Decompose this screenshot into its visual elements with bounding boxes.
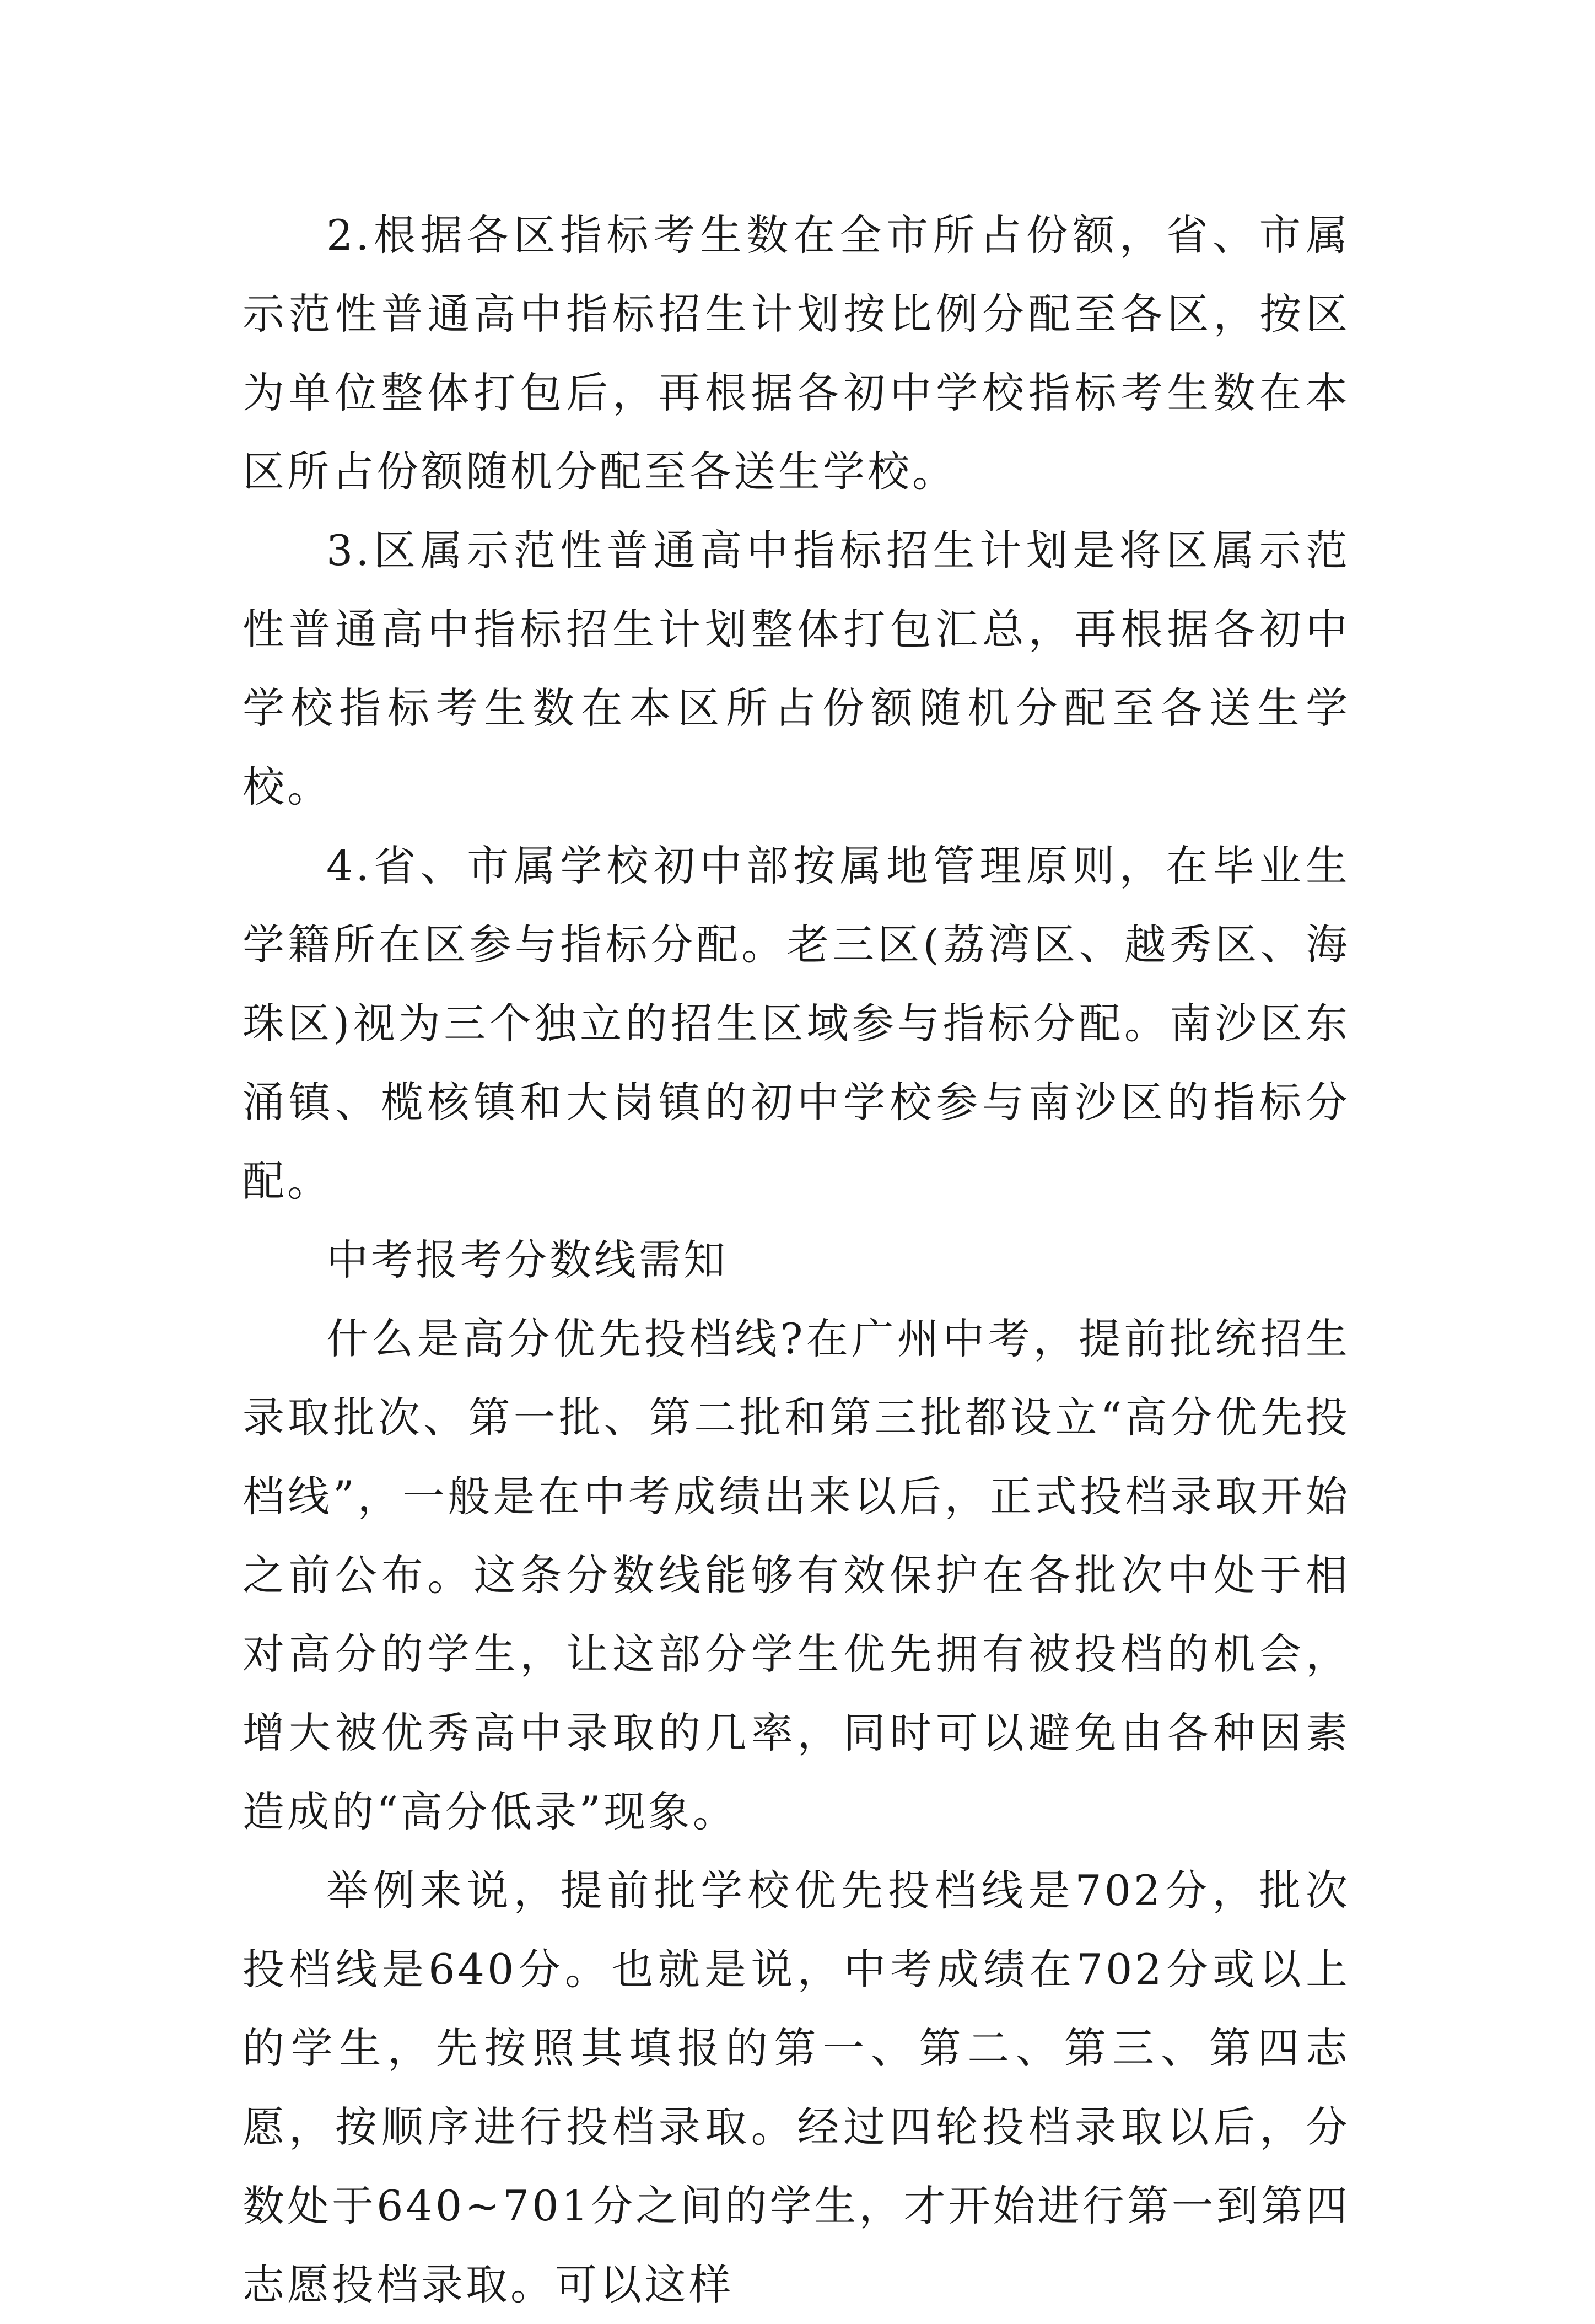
paragraph-2: 3.区属示范性普通高中指标招生计划是将区属示范性普通高中指标招生计划整体打包汇总，再根据各初中学校指标考生数在本区所占份额随机分配至各送生学校。 bbox=[243, 526, 1350, 811]
paragraph-1: 2.根据各区指标考生数在全市所占份额，省、市属示范性普通高中指标招生计划按比例分配至各区，按区为单位整体打包后，再根据各初中学校指标考生数在本区所占份额随机分配至各送生学校。 bbox=[243, 211, 1350, 496]
paragraph-5: 举例来说，提前批学校优先投档线是702分，批次投档线是640分。也就是说，中考成绩在702分或以上的学生，先按照其填报的第一、第二、第三、第四志愿，按顺序进行投档录取。经过四轮投档录取以后，分数处于640~701分之间的学生，才开始进行第一到第四志愿投档录取。可以这样 bbox=[243, 1866, 1350, 2309]
paragraph-3: 4.省、市属学校初中部按属地管理原则，在毕业生学籍所在区参与指标分配。老三区(荔湾区、越秀区、海珠区)视为三个独立的招生区域参与指标分配。南沙区东涌镇、榄核镇和大岗镇的初中学校参与南沙区的指标分配。 bbox=[243, 841, 1350, 1206]
paragraph-4: 什么是高分优先投档线?在广州中考，提前批统招生录取批次、第一批、第二批和第三批都设立“高分优先投档线”，一般是在中考成绩出来以后，正式投档录取开始之前公布。这条分数线能够有效保护在各批次中处于相对高分的学生，让这部分学生优先拥有被投档的机会，增大被优秀高中录取的几率，同时可以避免由各种因素造成的“高分低录”现象。 bbox=[243, 1314, 1350, 1836]
document-body bbox=[243, 196, 1350, 2324]
section-heading: 中考报考分数线需知 bbox=[326, 1235, 728, 1284]
